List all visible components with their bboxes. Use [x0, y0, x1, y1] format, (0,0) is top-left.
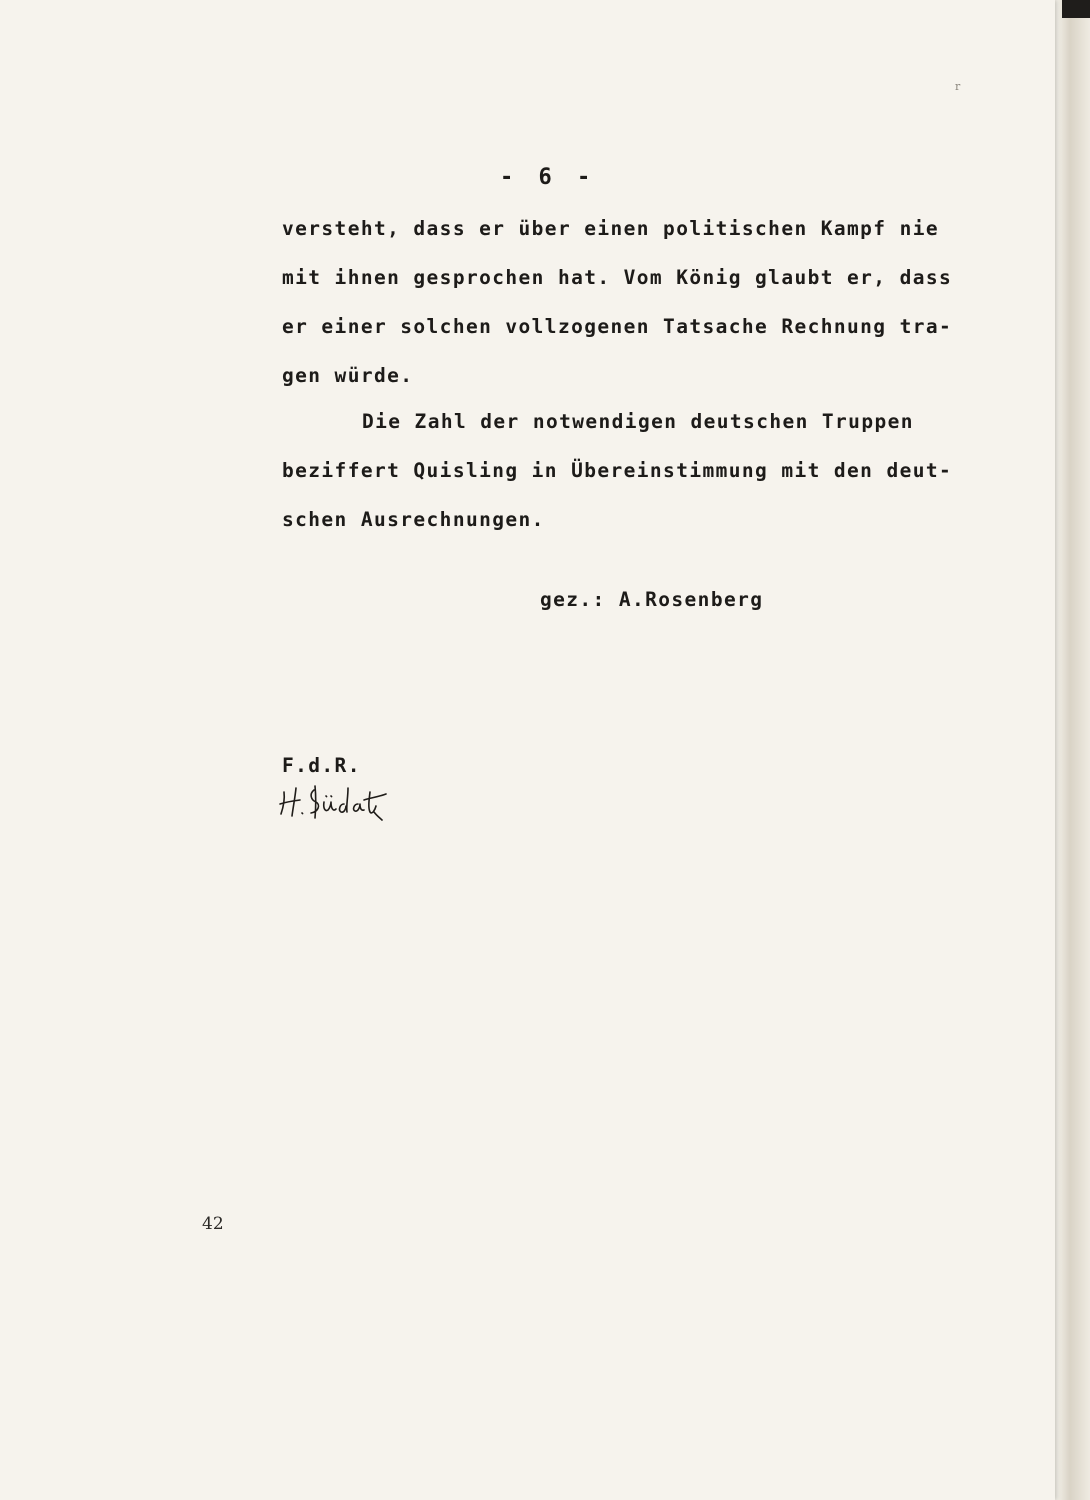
body-line: beziffert Quisling in Übereinstimmung mit den deut- [282, 459, 953, 482]
body-line: er einer solchen vollzogenen Tatsache Rechnung tra- [282, 315, 953, 338]
body-line: versteht, dass er über einen politischen Kampf nie [282, 217, 939, 240]
pencil-mark: r [955, 80, 961, 93]
scanner-corner [1062, 0, 1090, 18]
handwritten-signature [278, 780, 388, 822]
body-line: schen Ausrechnungen. [282, 508, 545, 531]
body-line: mit ihnen gesprochen hat. Vom König glaubt er, dass [282, 266, 953, 289]
body-line-indented: Die Zahl der notwendigen deutschen Truppen [362, 410, 914, 433]
page-number-marker: - 6 - [500, 165, 597, 190]
signed-line: gez.: A.Rosenberg [540, 588, 764, 611]
certification-mark: F.d.R. [282, 754, 361, 777]
body-line: gen würde. [282, 364, 414, 387]
folio-number: 42 [202, 1214, 224, 1234]
